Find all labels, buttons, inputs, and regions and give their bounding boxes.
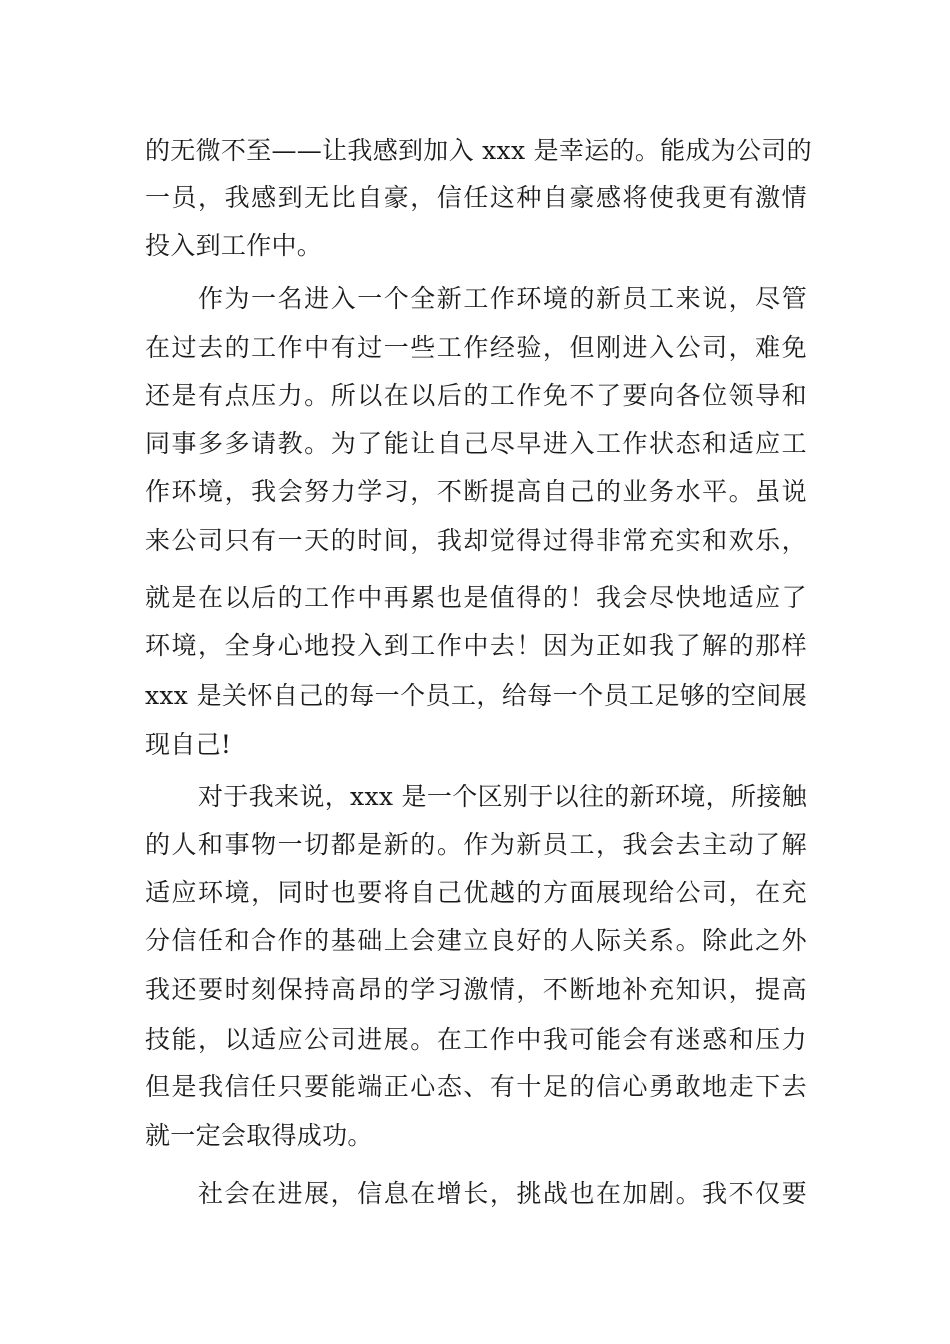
text-line: 作环境，我会努力学习，不断提高自己的业务水平。虽说: [145, 477, 807, 506]
text-line: 我还要时刻保持高昂的学习激情，不断地补充知识，提高: [145, 975, 807, 1004]
text-line: 现自己!: [145, 730, 232, 759]
text-line: 的无微不至——让我感到加入 xxx 是幸运的。能成为公司的: [145, 136, 812, 165]
paragraph-first-line: 作为一名进入一个全新工作环境的新员工来说，尽管: [198, 284, 807, 313]
text-line: 的人和事物一切都是新的。作为新员工，我会去主动了解: [145, 830, 807, 859]
paragraph-first-line: 社会在进展，信息在增长，挑战也在加剧。我不仅要: [198, 1179, 807, 1208]
text-line: 适应环境，同时也要将自己优越的方面展现给公司，在充: [145, 878, 807, 907]
text-line: 就是在以后的工作中再累也是值得的！我会尽快地适应了: [145, 583, 807, 612]
text-line: 来公司只有一天的时间，我却觉得过得非常充实和欢乐，: [145, 526, 807, 555]
paragraph-first-line: 对于我来说，xxx 是一个区别于以往的新环境，所接触: [198, 782, 807, 811]
text-line: 投入到工作中。: [145, 231, 323, 260]
text-line: 一员，我感到无比自豪，信任这种自豪感将使我更有激情: [145, 183, 807, 212]
text-line: 还是有点压力。所以在以后的工作免不了要向各位领导和: [145, 381, 807, 410]
text-line: 在过去的工作中有过一些工作经验，但刚进入公司，难免: [145, 333, 807, 362]
text-line: 就一定会取得成功。: [145, 1121, 373, 1150]
text-line: xxx 是关怀自己的每一个员工，给每一个员工足够的空间展: [145, 681, 807, 710]
text-line: 同事多多请教。为了能让自己尽早进入工作状态和适应工: [145, 429, 807, 458]
text-line: 技能，以适应公司进展。在工作中我可能会有迷惑和压力: [145, 1025, 807, 1054]
text-line: 环境，全身心地投入到工作中去！因为正如我了解的那样: [145, 631, 807, 660]
text-line: 分信任和合作的基础上会建立良好的人际关系。除此之外: [145, 926, 807, 955]
text-line: 但是我信任只要能端正心态、有十足的信心勇敢地走下去: [145, 1072, 807, 1101]
